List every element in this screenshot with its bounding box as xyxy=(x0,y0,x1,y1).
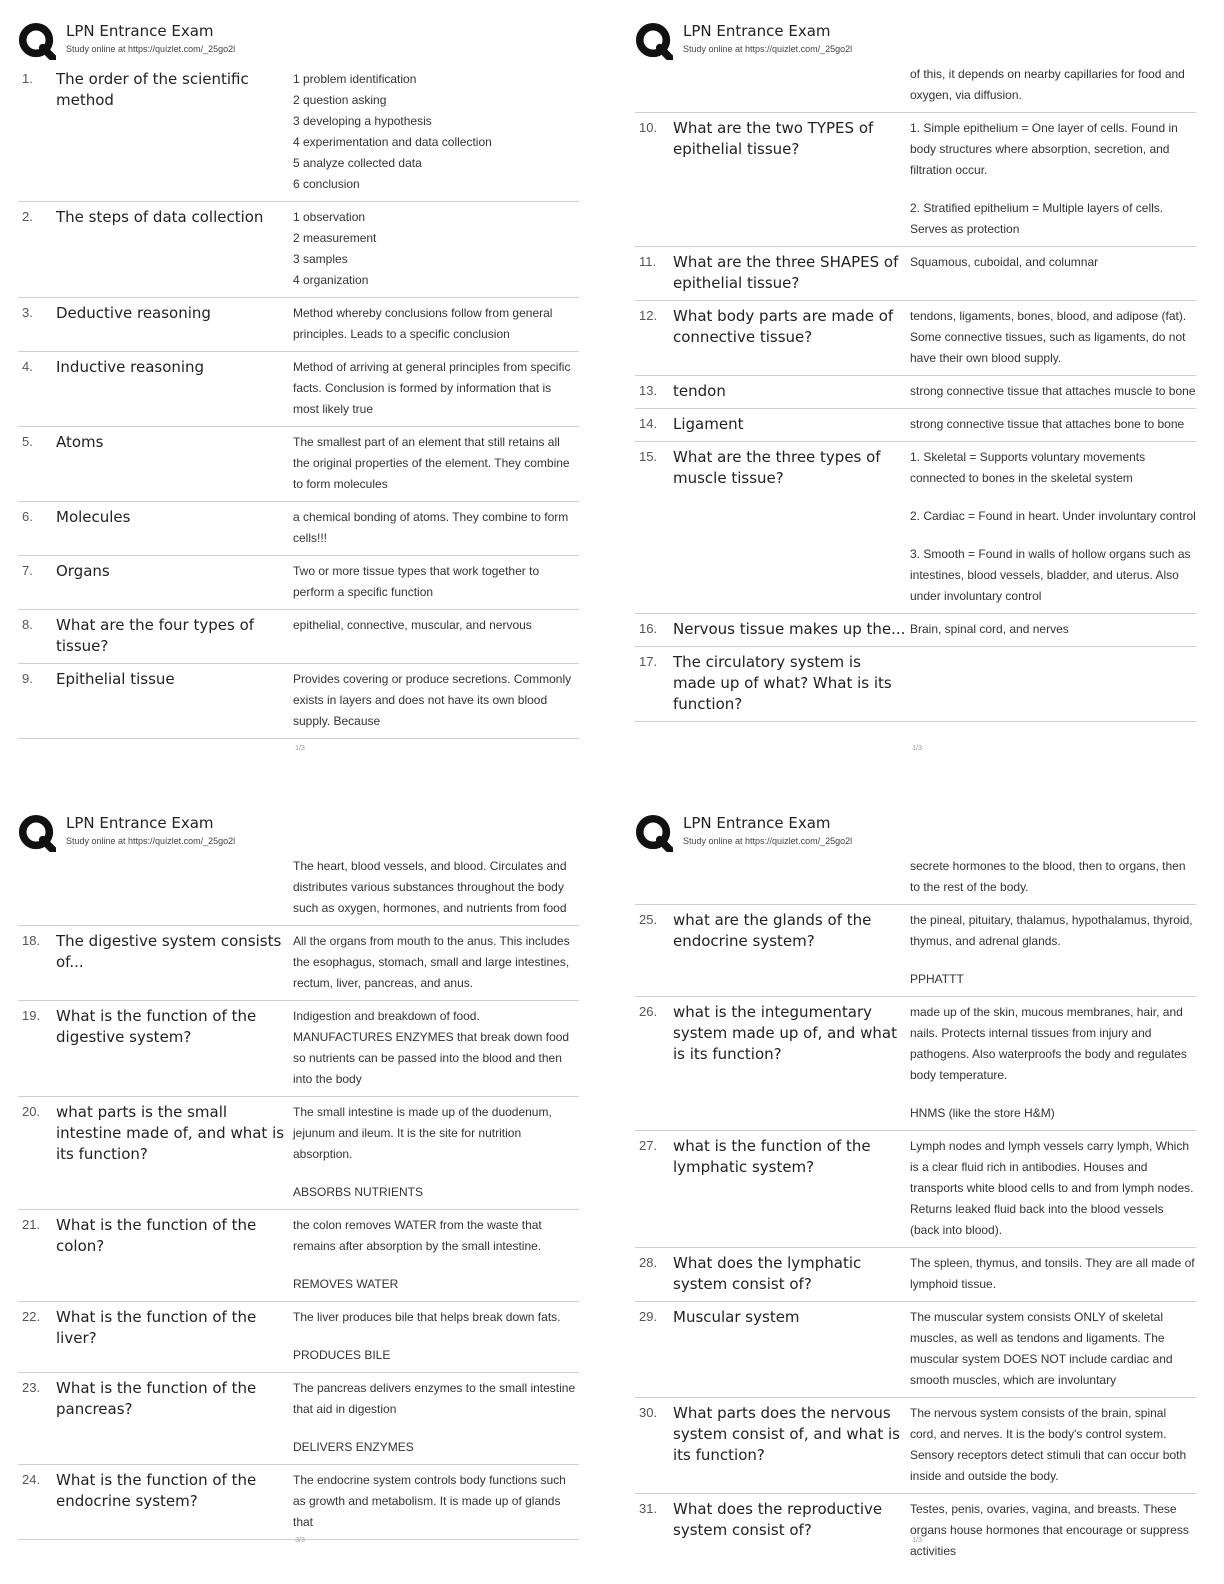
card-number: 13. xyxy=(639,383,658,398)
flashcard-row xyxy=(18,1001,579,1097)
definition-paragraph: PRODUCES BILE xyxy=(293,1348,391,1362)
card-number: 19. xyxy=(22,1008,41,1023)
page-1 xyxy=(0,0,580,770)
card-definition xyxy=(293,303,579,345)
card-definition xyxy=(910,118,1196,240)
flashcard-row xyxy=(18,556,579,610)
card-number: 24. xyxy=(22,1472,41,1487)
definition-paragraph: Method whereby conclusions follow from general principles. Leads to a specific conclusion xyxy=(293,306,553,341)
card-term xyxy=(673,64,910,106)
flashcard-row xyxy=(635,113,1196,247)
card-term: What does the lymphatic system consist of? xyxy=(673,1254,862,1293)
card-term: what is the function of the lymphatic system? xyxy=(673,1137,871,1176)
flashcard-row xyxy=(635,1398,1196,1494)
definition-paragraph: The small intestine is made up of the duodenum, jejunum and ileum. It is the site for nutrition absorption. xyxy=(293,1105,552,1161)
flashcard-row xyxy=(18,427,579,502)
page-title: LPN Entrance Exam xyxy=(683,22,831,40)
card-definition xyxy=(910,910,1196,990)
card-definition xyxy=(293,931,579,994)
page-number: 1/3 xyxy=(912,745,922,752)
card-term xyxy=(673,856,910,898)
card-term: The order of the scientific method xyxy=(56,70,249,109)
definition-paragraph: the pineal, pituitary, thalamus, hypothalamus, thyroid, thymus, and adrenal glands. xyxy=(910,913,1193,948)
flashcard-row xyxy=(18,352,579,427)
card-number: 14. xyxy=(639,416,658,431)
definition-paragraph: 2. Stratified epithelium = Multiple layers of cells. Serves as protection xyxy=(910,201,1164,236)
definition-paragraph: DELIVERS ENZYMES xyxy=(293,1440,414,1454)
card-definition xyxy=(293,1006,579,1090)
card-term: The circulatory system is made up of what? What is its function? xyxy=(673,653,892,713)
card-term: Atoms xyxy=(56,433,104,451)
card-term: What is the function of the colon? xyxy=(56,1216,257,1255)
card-term: Muscular system xyxy=(673,1308,800,1326)
flashcard-row xyxy=(635,1131,1196,1248)
card-term: The steps of data collection xyxy=(56,208,264,226)
flashcard-row xyxy=(635,247,1196,301)
definition-paragraph: The nervous system consists of the brain, spinal cord, and nerves. It is the body's control system. Sensory receptors detect stimuli that can occur both inside and outside the body. xyxy=(910,1406,1187,1483)
card-term: Nervous tissue makes up the... xyxy=(673,620,906,638)
definition-paragraph: The pancreas delivers enzymes to the small intestine that aid in digestion xyxy=(293,1381,576,1416)
definition-paragraph: the colon removes WATER from the waste that remains after absorption by the small intestine. xyxy=(293,1218,542,1253)
card-definition xyxy=(910,619,1196,640)
quizlet-logo-icon xyxy=(635,814,673,852)
definition-paragraph: Indigestion and breakdown of food. MANUFACTURES ENZYMES that break down food so nutrients can be passed into the blood and then into the body xyxy=(293,1009,570,1086)
card-term: Deductive reasoning xyxy=(56,304,211,322)
study-online-link[interactable]: Study online at https://quizlet.com/_25go2l xyxy=(66,44,236,54)
flashcard-row xyxy=(18,64,579,202)
definition-paragraph: The smallest part of an element that still retains all the original properties of the element. They combine to form molecules xyxy=(293,435,570,491)
card-term: The digestive system consists of... xyxy=(56,932,282,971)
page-number: 1/3 xyxy=(295,745,305,752)
flashcard-table xyxy=(635,64,1196,722)
card-definition xyxy=(910,1499,1196,1562)
card-number: 29. xyxy=(639,1309,658,1324)
flashcard-row xyxy=(635,442,1196,614)
quizlet-logo-icon xyxy=(18,22,56,60)
card-number: 18. xyxy=(22,933,41,948)
card-number: 8. xyxy=(22,617,33,632)
definition-paragraph: tendons, ligaments, bones, blood, and adipose (fat). Some connective tissues, such as ligaments, do not have their own blood supply. xyxy=(910,309,1187,365)
definition-paragraph: 1. Simple epithelium = One layer of cells. Found in body structures where absorption, secretion, and filtration occur. xyxy=(910,121,1178,177)
flashcard-row xyxy=(635,856,1196,905)
card-definition xyxy=(293,1102,579,1203)
card-definition xyxy=(910,1002,1196,1124)
card-definition xyxy=(910,1403,1196,1487)
quizlet-logo-icon xyxy=(18,814,56,852)
card-number: 27. xyxy=(639,1138,658,1153)
card-number: 23. xyxy=(22,1380,41,1395)
card-number: 1. xyxy=(22,71,33,86)
flashcard-row xyxy=(635,376,1196,409)
card-number: 16. xyxy=(639,621,658,636)
definition-paragraph: PPHATTT xyxy=(910,972,964,986)
definition-paragraph: REMOVES WATER xyxy=(293,1277,399,1291)
flashcard-row xyxy=(18,502,579,556)
definition-paragraph: HNMS (like the store H&M) xyxy=(910,1106,1055,1120)
card-definition xyxy=(910,1136,1196,1241)
definition-paragraph: ABSORBS NUTRIENTS xyxy=(293,1185,424,1199)
definition-paragraph: Provides covering or produce secretions. Commonly exists in layers and does not have its own blood supply. Because xyxy=(293,672,572,728)
flashcard-row xyxy=(635,647,1196,722)
card-definition xyxy=(910,856,1196,898)
card-definition xyxy=(910,652,1196,715)
card-definition xyxy=(293,1307,579,1366)
flashcard-row xyxy=(635,997,1196,1131)
card-definition xyxy=(910,252,1196,294)
card-number: 17. xyxy=(639,654,658,669)
card-number: 28. xyxy=(639,1255,658,1270)
card-term: what parts is the small intestine made of, and what is its function? xyxy=(56,1103,285,1163)
card-term: What are the four types of tissue? xyxy=(56,616,255,655)
flashcard-row xyxy=(635,1248,1196,1302)
card-term: What is the function of the pancreas? xyxy=(56,1379,257,1418)
card-definition xyxy=(910,447,1196,607)
card-definition xyxy=(293,432,579,495)
card-number: 7. xyxy=(22,563,33,578)
card-number: 9. xyxy=(22,671,33,686)
definition-paragraph: 1 problem identification 2 question asking 3 developing a hypothesis 4 experimentation and data collection 5 analyze collected data 6 conclusion xyxy=(293,72,492,191)
flashcard-row xyxy=(18,856,579,926)
definition-paragraph: a chemical bonding of atoms. They combine to form cells!!! xyxy=(293,510,569,545)
definition-paragraph: The muscular system consists ONLY of skeletal muscles, as well as tendons and ligaments. The muscular system DOES NOT include cardiac and smooth muscles, which are involuntary xyxy=(910,1310,1173,1387)
card-definition xyxy=(293,507,579,549)
card-term: Molecules xyxy=(56,508,131,526)
definition-paragraph: of this, it depends on nearby capillaries for food and oxygen, via diffusion. xyxy=(910,67,1185,102)
flashcard-row xyxy=(18,1373,579,1465)
page-title: LPN Entrance Exam xyxy=(66,22,214,40)
card-term: What is the function of the endocrine system? xyxy=(56,1471,257,1510)
flashcard-row xyxy=(635,1494,1196,1562)
card-definition xyxy=(293,669,579,732)
card-number: 2. xyxy=(22,209,33,224)
page-title: LPN Entrance Exam xyxy=(683,814,831,832)
card-number xyxy=(18,856,56,919)
card-definition xyxy=(910,64,1196,106)
card-term: what are the glands of the endocrine system? xyxy=(673,911,872,950)
definition-paragraph: Lymph nodes and lymph vessels carry lymph, Which is a clear fluid rich in antibodies. Houses and transports white blood cells to and from lymph nodes. Returns leaked fluid back into the blood vessels (back into blood). xyxy=(910,1139,1194,1237)
quizlet-logo-icon xyxy=(635,22,673,60)
card-number: 15. xyxy=(639,449,658,464)
card-term: Ligament xyxy=(673,415,744,433)
definition-paragraph: 1 observation 2 measurement 3 samples 4 organization xyxy=(293,210,377,287)
flashcard-row xyxy=(635,409,1196,442)
flashcard-row xyxy=(18,298,579,352)
card-number: 12. xyxy=(639,308,658,323)
flashcard-row xyxy=(635,614,1196,647)
card-definition xyxy=(293,1470,579,1533)
definition-paragraph: Two or more tissue types that work together to perform a specific function xyxy=(293,564,540,599)
definition-paragraph: The spleen, thymus, and tonsils. They are all made of lymphoid tissue. xyxy=(910,1256,1195,1291)
page-number: 3/3 xyxy=(295,1537,305,1544)
flashcard-table xyxy=(18,64,579,739)
definition-paragraph: The heart, blood vessels, and blood. Circulates and distributes various substances throughout the body such as oxygen, hormones, and nutrients from food xyxy=(293,859,567,915)
card-term xyxy=(56,856,293,919)
card-term: Inductive reasoning xyxy=(56,358,205,376)
card-definition xyxy=(910,1253,1196,1295)
card-number: 20. xyxy=(22,1104,41,1119)
card-definition xyxy=(293,561,579,603)
definition-paragraph: The liver produces bile that helps break down fats. xyxy=(293,1310,561,1324)
flashcard-row xyxy=(18,202,579,298)
definition-paragraph: strong connective tissue that attaches bone to bone xyxy=(910,417,1185,431)
card-term: What does the reproductive system consist of? xyxy=(673,1500,883,1539)
card-number: 25. xyxy=(639,912,658,927)
page-number: 1/3 xyxy=(912,1537,922,1544)
card-number: 22. xyxy=(22,1309,41,1324)
card-number: 11. xyxy=(639,254,657,269)
card-number: 31. xyxy=(639,1501,658,1516)
flashcard-row xyxy=(635,64,1196,113)
card-definition xyxy=(293,207,579,291)
card-number: 30. xyxy=(639,1405,658,1420)
card-number: 5. xyxy=(22,434,33,449)
flashcard-row xyxy=(635,1302,1196,1398)
card-number: 26. xyxy=(639,1004,658,1019)
definition-paragraph: made up of the skin, mucous membranes, hair, and nails. Protects internal tissues from injury and pathogens. Also waterproofs the body and regulates body temperature. xyxy=(910,1005,1187,1082)
definition-paragraph: Squamous, cuboidal, and columnar xyxy=(910,255,1099,269)
card-definition xyxy=(293,357,579,420)
study-online-link[interactable]: Study online at https://quizlet.com/_25go2l xyxy=(683,44,853,54)
definition-paragraph: Testes, penis, ovaries, vagina, and breasts. These organs house hormones that encourage or suppress activities xyxy=(910,1502,1189,1558)
definition-paragraph: secrete hormones to the blood, then to organs, then to the rest of the body. xyxy=(910,859,1186,894)
card-term: What are the three SHAPES of epithelial tissue? xyxy=(673,253,899,292)
card-number: 3. xyxy=(22,305,33,320)
definition-paragraph: Brain, spinal cord, and nerves xyxy=(910,622,1069,636)
study-online-link[interactable]: Study online at https://quizlet.com/_25go2l xyxy=(66,836,236,846)
flashcard-row xyxy=(18,610,579,664)
flashcard-row xyxy=(18,1302,579,1373)
card-term: what is the integumentary system made up of, and what is its function? xyxy=(673,1003,897,1063)
card-term: tendon xyxy=(673,382,726,400)
flashcard-row xyxy=(18,1097,579,1210)
card-definition xyxy=(293,1215,579,1295)
card-term: Epithelial tissue xyxy=(56,670,175,688)
definition-paragraph: strong connective tissue that attaches muscle to bone xyxy=(910,384,1196,398)
definition-paragraph: 3. Smooth = Found in walls of hollow organs such as intestines, blood vessels, bladder, and uterus. Also under involuntary control xyxy=(910,547,1191,603)
page-title: LPN Entrance Exam xyxy=(66,814,214,832)
definition-paragraph: 1. Skeletal = Supports voluntary movements connected to bones in the skeletal system xyxy=(910,450,1146,485)
flashcard-table xyxy=(635,856,1196,1562)
flashcard-row xyxy=(18,1210,579,1302)
card-number: 21. xyxy=(22,1217,41,1232)
flashcard-row xyxy=(635,905,1196,997)
card-definition xyxy=(293,69,579,195)
definition-paragraph: 2. Cardiac = Found in heart. Under involuntary control xyxy=(910,509,1196,523)
card-term: Organs xyxy=(56,562,110,580)
card-number xyxy=(635,856,673,898)
card-number xyxy=(635,64,673,106)
card-definition xyxy=(910,306,1196,369)
flashcard-row xyxy=(18,926,579,1001)
card-definition xyxy=(293,615,579,657)
card-definition xyxy=(293,1378,579,1458)
card-definition xyxy=(910,414,1196,435)
flashcard-row xyxy=(18,664,579,739)
definition-paragraph: All the organs from mouth to the anus. This includes the esophagus, stomach, small and large intestines, rectum, liver, pancreas, and anus. xyxy=(293,934,570,990)
page-4 xyxy=(617,792,1197,1562)
flashcard-row xyxy=(18,1465,579,1540)
card-number: 6. xyxy=(22,509,33,524)
definition-paragraph: epithelial, connective, muscular, and nervous xyxy=(293,618,532,632)
card-number: 10. xyxy=(639,120,658,135)
card-definition xyxy=(293,856,579,919)
card-term: What is the function of the liver? xyxy=(56,1308,257,1347)
flashcard-row xyxy=(635,301,1196,376)
card-term: What parts does the nervous system consist of, and what is its function? xyxy=(673,1404,900,1464)
card-term: What body parts are made of connective tissue? xyxy=(673,307,894,346)
definition-paragraph: The endocrine system controls body functions such as growth and metabolism. It is made up of glands that xyxy=(293,1473,566,1529)
definition-paragraph: Method of arriving at general principles from specific facts. Conclusion is formed by information that is most likely true xyxy=(293,360,571,416)
page-3 xyxy=(0,792,580,1562)
card-term: What are the two TYPES of epithelial tissue? xyxy=(673,119,874,158)
card-number: 4. xyxy=(22,359,33,374)
card-definition xyxy=(910,381,1196,402)
study-online-link[interactable]: Study online at https://quizlet.com/_25go2l xyxy=(683,836,853,846)
card-definition xyxy=(910,1307,1196,1391)
page-2 xyxy=(617,0,1197,770)
card-term: What is the function of the digestive system? xyxy=(56,1007,257,1046)
card-term: What are the three types of muscle tissue? xyxy=(673,448,881,487)
flashcard-table xyxy=(18,856,579,1540)
